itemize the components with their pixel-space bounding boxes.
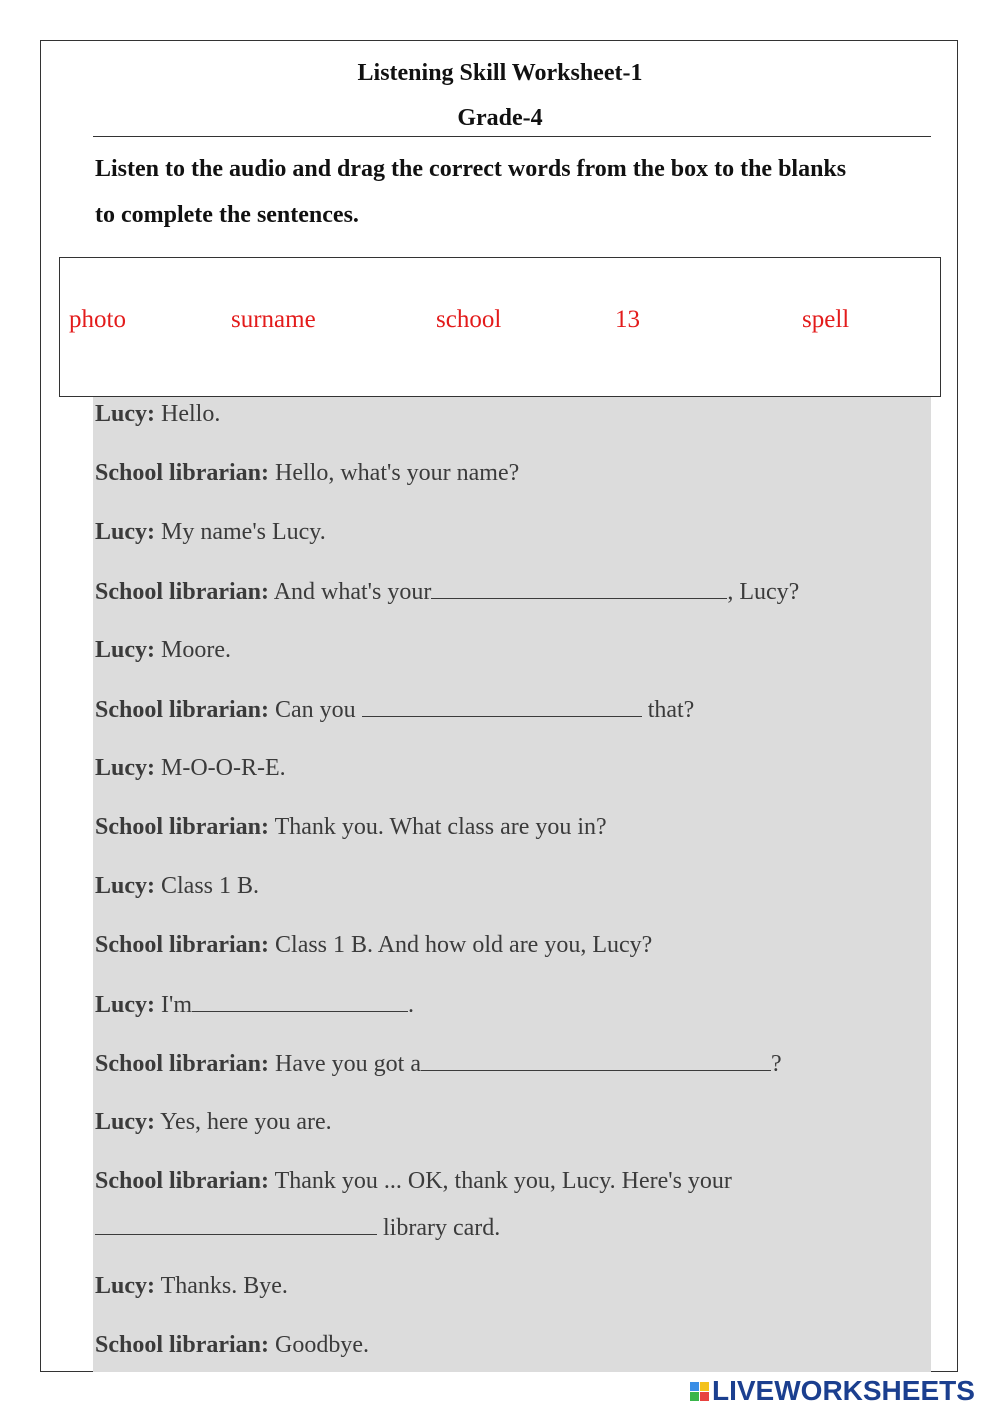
- dialog-line: [95, 814, 607, 841]
- blank-13[interactable]: [192, 991, 408, 1012]
- dialog-line: [95, 1050, 782, 1078]
- word-bank: [59, 257, 941, 397]
- dialog-line: [95, 1168, 732, 1195]
- speaker-label: School librarian:: [95, 1332, 270, 1358]
- dialog-line: [95, 578, 799, 606]
- header-divider: [93, 136, 931, 137]
- speaker-label: Lucy:: [95, 992, 155, 1018]
- dialog-line: [95, 873, 259, 900]
- line-text: Thanks. Bye.: [155, 1273, 288, 1299]
- line-text: Yes, here you are.: [155, 1109, 332, 1135]
- line-text: Can you: [269, 697, 362, 723]
- speaker-label: School librarian:: [95, 697, 270, 723]
- blank-school[interactable]: [95, 1214, 377, 1235]
- dialog-line: [95, 460, 519, 487]
- dialog-line: [95, 401, 220, 428]
- line-text: that?: [641, 697, 695, 723]
- speaker-label: School librarian:: [95, 932, 270, 958]
- line-text: library card.: [377, 1215, 501, 1241]
- blank-surname[interactable]: [431, 578, 727, 599]
- speaker-label: Lucy:: [95, 873, 155, 899]
- instructions-line-1: Listen to the audio and drag the correct words from the box to the blanks: [95, 156, 847, 182]
- dialog-line: [95, 519, 326, 546]
- line-text: Thank you. What class are you in?: [269, 814, 607, 840]
- instructions: [95, 146, 940, 238]
- word-13[interactable]: 13: [615, 306, 640, 333]
- liveworksheets-logo[interactable]: [690, 1376, 975, 1406]
- speaker-label: School librarian:: [95, 579, 270, 605]
- line-text: Hello.: [155, 401, 221, 427]
- blank-spell[interactable]: [362, 696, 642, 717]
- line-text: My name's Lucy.: [155, 519, 326, 545]
- dialog-line: [95, 696, 694, 724]
- dialog-line: [95, 1109, 332, 1136]
- instructions-line-2: to complete the sentences.: [95, 202, 359, 228]
- line-text: Thank you ... OK, thank you, Lucy. Here's your: [269, 1168, 732, 1194]
- speaker-label: Lucy:: [95, 637, 155, 663]
- line-text: I'm: [155, 992, 192, 1018]
- speaker-label: Lucy:: [95, 401, 155, 427]
- word-photo[interactable]: photo: [69, 306, 126, 333]
- speaker-label: School librarian:: [95, 814, 270, 840]
- line-text: M-O-O-R-E.: [155, 755, 286, 781]
- logo-text: LIVEWORKSHEETS: [712, 1375, 975, 1406]
- line-text: Class 1 B. And how old are you, Lucy?: [269, 932, 653, 958]
- line-text: .: [407, 992, 414, 1018]
- line-text: And what's your: [269, 579, 432, 605]
- speaker-label: Lucy:: [95, 1273, 155, 1299]
- logo-blocks-icon: [690, 1382, 709, 1401]
- line-text: Hello, what's your name?: [269, 460, 520, 486]
- speaker-label: School librarian:: [95, 1168, 270, 1194]
- line-text: ?: [770, 1051, 782, 1077]
- speaker-label: Lucy:: [95, 755, 155, 781]
- line-text: Class 1 B.: [155, 873, 260, 899]
- line-text: , Lucy?: [727, 579, 800, 605]
- dialog-line: [95, 637, 231, 664]
- dialog-line: [95, 1332, 369, 1359]
- line-text: Moore.: [155, 637, 231, 663]
- line-text: Goodbye.: [269, 1332, 369, 1358]
- speaker-label: School librarian:: [95, 1051, 270, 1077]
- word-surname[interactable]: surname: [231, 306, 316, 333]
- speaker-label: Lucy:: [95, 1109, 155, 1135]
- line-text: Have you got a: [269, 1051, 421, 1077]
- word-spell[interactable]: spell: [802, 306, 850, 333]
- blank-photo[interactable]: [421, 1050, 771, 1071]
- speaker-label: Lucy:: [95, 519, 155, 545]
- dialog-line: [95, 932, 652, 959]
- speaker-label: School librarian:: [95, 460, 270, 486]
- grade-label: Grade-4: [457, 105, 543, 131]
- dialog-line: [95, 755, 286, 782]
- dialog-line: [95, 991, 414, 1019]
- dialog-line: [95, 1214, 500, 1242]
- worksheet-title: Listening Skill Worksheet-1: [357, 60, 643, 86]
- dialog-line: [95, 1273, 288, 1300]
- word-school[interactable]: school: [436, 306, 502, 333]
